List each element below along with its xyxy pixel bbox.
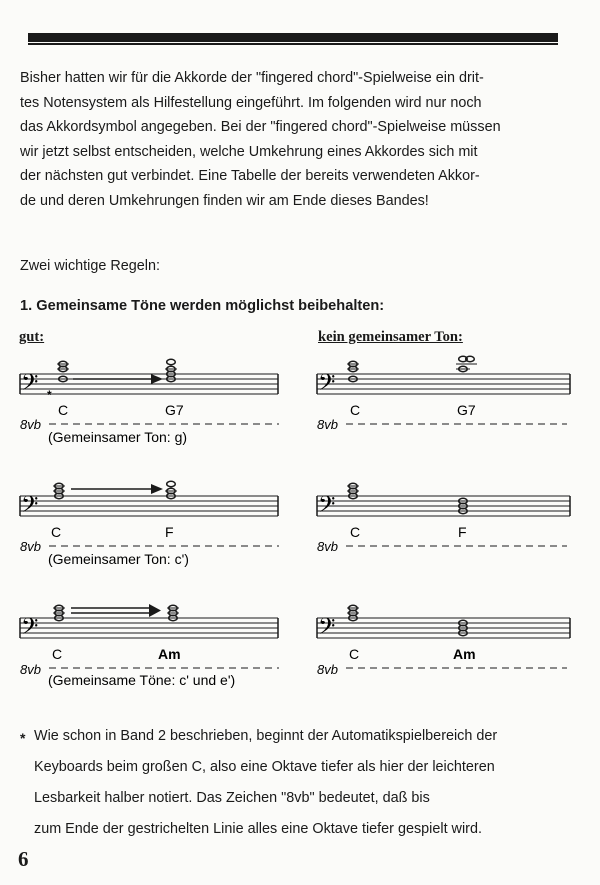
header-rule bbox=[28, 33, 558, 46]
octave-marker: 8vb bbox=[317, 539, 338, 554]
example-good-1 bbox=[15, 352, 285, 447]
subheading: Zwei wichtige Regeln: bbox=[20, 258, 160, 274]
intro-line: de und deren Umkehrungen finden wir am Ende dieses Bandes! bbox=[20, 192, 429, 209]
footnote-line: Lesbarkeit halber notiert. Das Zeichen "8vb" bedeutet, daß bis bbox=[34, 790, 430, 806]
octave-marker: 8vb bbox=[20, 662, 41, 677]
chord-symbol: C bbox=[52, 646, 63, 662]
chord-symbol: C bbox=[51, 524, 62, 540]
bass-clef-icon: 𝄢 bbox=[318, 370, 336, 400]
example-bad-2 bbox=[312, 474, 577, 569]
page-number: 6 bbox=[18, 847, 29, 871]
chord-symbol: Am bbox=[453, 646, 476, 662]
bass-clef-icon: 𝄢 bbox=[21, 614, 39, 644]
chord-notes bbox=[347, 483, 467, 513]
bass-clef-icon: 𝄢 bbox=[21, 370, 39, 400]
intro-line: das Akkordsymbol angegeben. Bei der "fingered chord"-Spielweise müssen bbox=[20, 119, 501, 135]
example-bad-3 bbox=[312, 596, 577, 691]
intro-line: wir jetzt selbst entscheiden, welche Umkehrung eines Akkordes sich mit bbox=[20, 143, 478, 160]
chord-notes bbox=[347, 605, 467, 635]
label-good: gut: bbox=[19, 329, 45, 345]
example-good-2 bbox=[15, 474, 285, 569]
chord-symbol: G7 bbox=[165, 402, 184, 418]
octave-marker: 8vb bbox=[317, 417, 338, 432]
chord-symbol: C bbox=[349, 646, 360, 662]
common-tone-note: (Gemeinsamer Ton: g) bbox=[48, 429, 188, 445]
intro-line: tes Notensystem als Hilfestellung eingeführt. Im folgenden wird nur noch bbox=[20, 94, 482, 111]
octave-marker: 8vb bbox=[20, 539, 41, 554]
example-good-3 bbox=[15, 596, 285, 696]
octave-marker: 8vb bbox=[317, 662, 338, 677]
bass-clef-icon: 𝄢 bbox=[318, 614, 336, 644]
chord-notes bbox=[347, 356, 477, 381]
footnote bbox=[20, 721, 580, 845]
example-bad-1 bbox=[312, 352, 577, 447]
footnote-line: Keyboards beim großen C, also eine Oktave tiefer als hier der leichteren bbox=[34, 759, 495, 775]
double-arrow-icon bbox=[71, 604, 161, 617]
bass-clef-icon: 𝄢 bbox=[318, 492, 336, 522]
label-bad: kein gemeinsamer Ton: bbox=[318, 329, 463, 345]
chord-symbol: F bbox=[165, 524, 174, 540]
octave-marker: 8vb bbox=[20, 417, 41, 432]
footnote-line: Wie schon in Band 2 beschrieben, beginnt der Automatikspielbereich der bbox=[34, 728, 498, 744]
chord-symbol: G7 bbox=[457, 402, 476, 418]
bass-clef-icon: 𝄢 bbox=[21, 492, 39, 522]
common-tone-note: (Gemeinsame Töne: c' und e') bbox=[48, 672, 236, 688]
rule-heading: 1. Gemeinsame Töne werden möglichst beibehalten: bbox=[20, 298, 385, 314]
chord-symbol: F bbox=[458, 524, 467, 540]
footnote-asterisk: * bbox=[20, 730, 26, 746]
intro-paragraph bbox=[20, 66, 550, 213]
chord-symbol: C bbox=[350, 402, 361, 418]
chord-symbol: C bbox=[350, 524, 361, 540]
intro-line: der nächsten gut verbindet. Eine Tabelle der bereits verwendeten Akkor- bbox=[20, 168, 480, 184]
intro-line: Bisher hatten wir für die Akkorde der "fingered chord"-Spielweise ein drit- bbox=[20, 70, 484, 86]
chord-symbol: C bbox=[58, 402, 69, 418]
chord-symbol: Am bbox=[158, 646, 181, 662]
arrow-icon bbox=[71, 484, 163, 494]
arrow-icon bbox=[73, 374, 163, 384]
footnote-line: zum Ende der gestrichelten Linie alles eine Oktave tiefer gespielt wird. bbox=[34, 821, 482, 837]
common-tone-note: (Gemeinsamer Ton: c') bbox=[48, 551, 189, 567]
footnote-asterisk: * bbox=[47, 388, 52, 402]
